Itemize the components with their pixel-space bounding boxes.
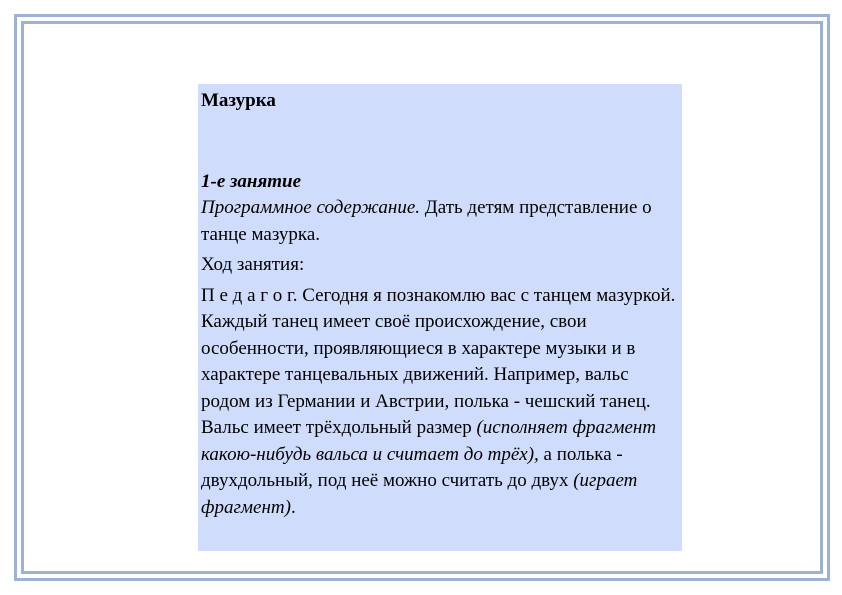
teacher-text: Сегодня я познакомлю вас с танцем мазуркой. Каждый танец имеет своё происхождение, свои особенности, проявляющиеся в характере музыки и в характере танцевальных движений. Например, вальс родом из Германии и Австрии, полька - чешский танец. Вальс имеет трёхдольный размер (201, 284, 676, 438)
document-title: Мазурка (201, 90, 276, 111)
teacher-text-continued: а полька - двухдольный, под неё можно считать до двух (201, 443, 623, 491)
remark-one: (исполняет фрагмент какою-нибудь вальса и считает до трёх), (201, 417, 657, 465)
remark-two: (играет фрагмент) (201, 470, 638, 518)
teacher-paragraph (201, 283, 679, 522)
program-paragraph (201, 195, 679, 248)
program-text: Дать детям представление о танце мазурка. (201, 197, 652, 245)
course-paragraph (201, 252, 679, 279)
teacher-label: П е д а г о г. (201, 284, 298, 306)
text-box (198, 84, 682, 551)
end-mark: . (290, 496, 296, 518)
course-label: Ход занятия: (201, 254, 305, 275)
lesson-heading: 1-е занятие (201, 170, 302, 192)
program-label: Программное содержание. (201, 197, 421, 218)
